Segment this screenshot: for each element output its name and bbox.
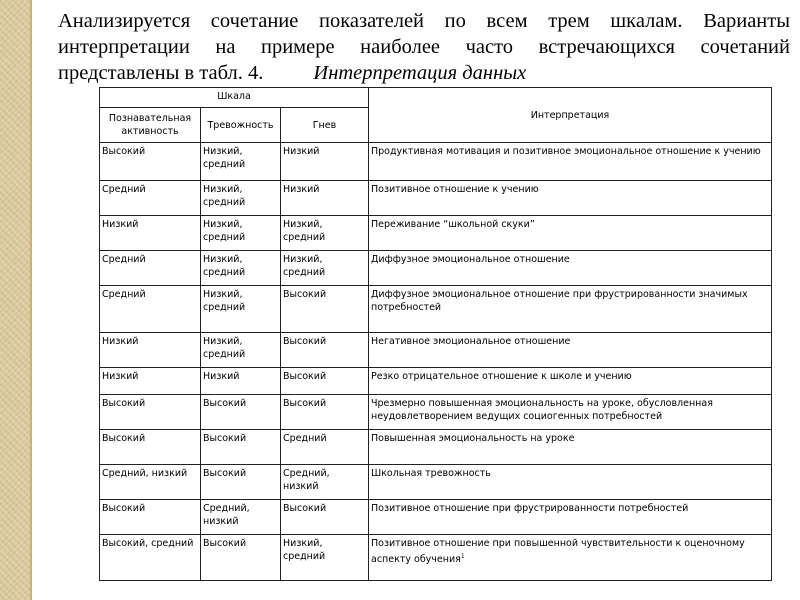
header-cognitive-activity: Познавательная активность [100,108,201,143]
anxiety-cell: Высокий [201,394,281,429]
anxiety-cell: Низкий, средний [201,251,281,286]
anxiety-cell: Высокий [201,429,281,464]
anger-cell: Низкий, средний [281,534,369,580]
anger-cell: Средний [281,429,369,464]
anger-cell: Низкий [281,181,369,216]
cognitive-activity-cell: Низкий [100,216,201,251]
cognitive-activity-cell: Высокий [100,429,201,464]
anger-cell: Высокий [281,333,369,368]
interpretation-cell: Чрезмерно повышенная эмоциональность на уроке, обусловленная неудовлетворением ведущих социогенных потребностей [369,394,772,429]
header-anxiety: Тревожность [201,108,281,143]
intro-paragraph [58,8,790,86]
side-divider [30,0,32,600]
interpretation-cell: Негативное эмоциональное отношение [369,333,772,368]
anger-cell: Высокий [281,368,369,394]
interpretation-table [99,87,772,581]
header-anger: Гнев [281,108,369,143]
interpretation-cell: Позитивное отношение при фрустрированности потребностей [369,499,772,534]
interpretation-cell: Резко отрицательное отношение к школе и учению [369,368,772,394]
anxiety-cell: Средний, низкий [201,499,281,534]
anger-cell: Низкий [281,143,369,181]
scale-group-header: Шкала [100,88,369,108]
anxiety-cell: Низкий [201,368,281,394]
table-row [100,216,772,251]
table-row [100,251,772,286]
anxiety-cell: Низкий, средний [201,181,281,216]
interpretation-cell: Повышенная эмоциональность на уроке [369,429,772,464]
interpretation-cell: Диффузное эмоциональное отношение [369,251,772,286]
anxiety-cell: Низкий, средний [201,286,281,333]
cognitive-activity-cell: Средний [100,286,201,333]
table-row [100,333,772,368]
table-row [100,286,772,333]
anger-cell: Низкий, средний [281,216,369,251]
anxiety-cell: Низкий, средний [201,333,281,368]
table-row [100,368,772,394]
table-row [100,143,772,181]
interpretation-header: Интерпретация [369,88,772,143]
cognitive-activity-cell: Высокий [100,394,201,429]
cognitive-activity-cell: Высокий [100,143,201,181]
anger-cell: Высокий [281,394,369,429]
cognitive-activity-cell: Высокий, средний [100,534,201,580]
intro-text: Анализируется сочетание показателей по всем трем шкалам. Варианты интерпретации на примере наиболее часто встречающихся сочетаний представлены в табл. 4. [58,10,790,84]
anger-cell: Средний, низкий [281,464,369,499]
cognitive-activity-cell: Средний [100,251,201,286]
cognitive-activity-cell: Низкий [100,368,201,394]
anxiety-cell: Высокий [201,464,281,499]
table-row [100,499,772,534]
table-row [100,464,772,499]
interpretation-cell: Продуктивная мотивация и позитивное эмоциональное отношение к учению [369,143,772,181]
footnote-mark: 1 [460,552,465,560]
table-row [100,181,772,216]
table-row [100,429,772,464]
anger-cell: Высокий [281,286,369,333]
interpretation-cell: Диффузное эмоциональное отношение при фрустрированности значимых потребностей [369,286,772,333]
anxiety-cell: Низкий, средний [201,143,281,181]
cognitive-activity-cell: Средний [100,181,201,216]
anxiety-cell: Высокий [201,534,281,580]
table-body [100,143,772,581]
cognitive-activity-cell: Высокий [100,499,201,534]
interpretation-cell: Переживание “школьной скуки” [369,216,772,251]
interpretation-cell: Позитивное отношение к учению [369,181,772,216]
table-row [100,534,772,580]
anger-cell: Низкий, средний [281,251,369,286]
cognitive-activity-cell: Средний, низкий [100,464,201,499]
decorative-side-stripe [0,0,30,600]
cognitive-activity-cell: Низкий [100,333,201,368]
table-row [100,394,772,429]
anger-cell: Высокий [281,499,369,534]
anxiety-cell: Низкий, средний [201,216,281,251]
interpretation-cell: Позитивное отношение при повышенной чувствительности к оценочному аспекту обучения$^1$ [369,534,772,580]
interpretation-cell: Школьная тревожность [369,464,772,499]
table-caption: Интерпретация данных [313,62,527,84]
